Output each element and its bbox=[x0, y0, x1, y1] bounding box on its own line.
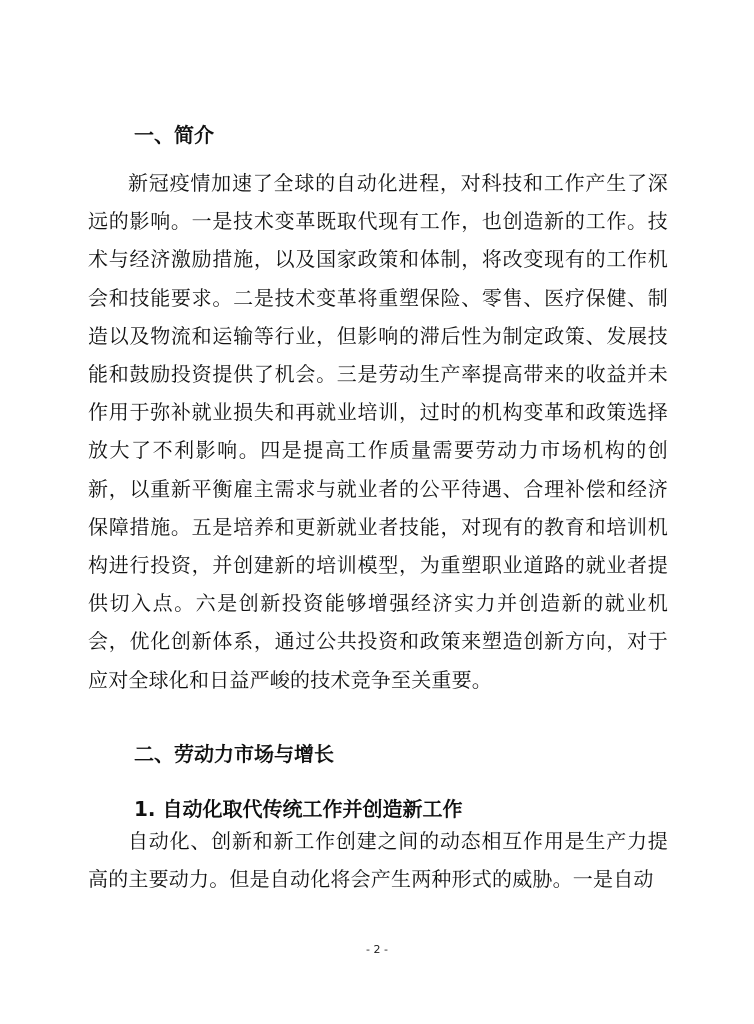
automation-paragraph: 自动化、创新和新工作创建之间的动态相互作用是生产力提高的主要动力。但是自动化将会产生两种形式的威胁。一是自动 bbox=[88, 829, 668, 892]
subsection-heading-automation: 1. 自动化取代传统工作并创造新工作 bbox=[134, 797, 463, 821]
page-number: - 2 - bbox=[366, 943, 388, 956]
section-heading-labor-market: 二、劳动力市场与增长 bbox=[134, 742, 334, 766]
section-heading-introduction: 一、简介 bbox=[134, 123, 214, 147]
introduction-paragraph: 新冠疫情加速了全球的自动化进程，对科技和工作产生了深远的影响。一是技术变革既取代现有工作，也创造新的工作。技术与经济激励措施，以及国家政策和体制，将改变现有的工作机会和技能要求。二是技术变革将重塑保险、零售、医疗保健、制造以及物流和运输等行业，但影响的滞后性为制定政策、发展技能和鼓励投资提供了机会。三是劳动生产率提高带来的收益并未作用于弥补就业损失和再就业培训，过时的机构变革和政策选择放大了不利影响。四是提高工作质量需要劳动力市场机构的创新，以重新平衡雇主需求与就业者的公平待遇、合理补偿和经济保障措施。五是培养和更新就业者技能，对现有的教育和培训机构进行投资，并创建新的培训模型，为重塑职业道路的就业者提供切入点。六是创新投资能够增强经济实力并创造新的就业机会，优化创新体系，通过公共投资和政策来塑造创新方向，对于应对全球化和日益严峻的技术竞争至关重要。 bbox=[88, 171, 668, 692]
